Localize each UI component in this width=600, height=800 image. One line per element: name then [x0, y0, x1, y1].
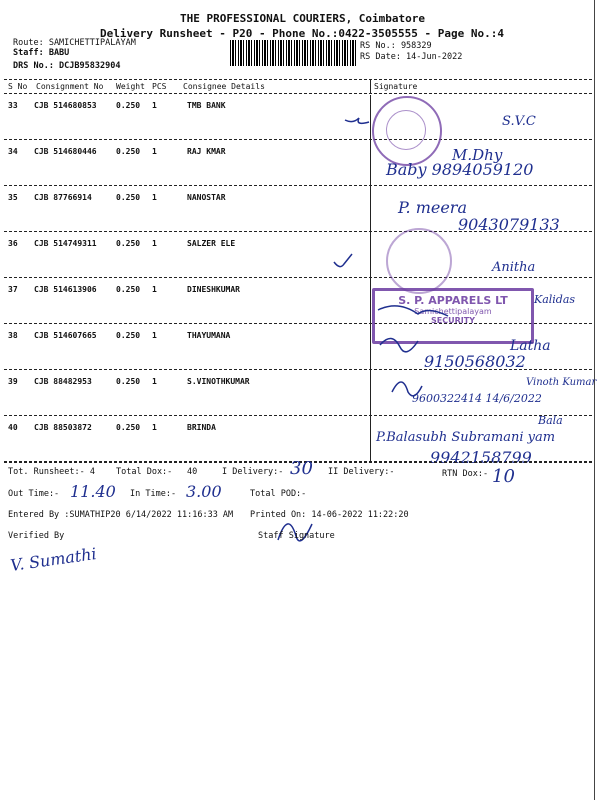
- row-sno: 34: [8, 147, 18, 156]
- verifier-signature: V. Sumathi: [9, 544, 98, 575]
- row-consignee: THAYUMANA: [187, 331, 231, 340]
- runsheet-subtitle: Delivery Runsheet - P20 - Phone No.:0422-3505555 - Page No.:4: [100, 27, 504, 40]
- handwritten-r38b: 9150568032: [424, 352, 526, 371]
- staff-label: Staff: BABU: [13, 48, 70, 58]
- ii-delivery-label: II Delivery:-: [328, 467, 395, 477]
- col-weight: Weight: [116, 82, 145, 91]
- stamp-line-1: S. P. APPARELS LT: [398, 294, 508, 307]
- row-pcs: 1: [152, 423, 157, 432]
- stamp-line-3: SECURITY: [431, 316, 475, 325]
- handwritten-r40c: 9942158799: [430, 448, 532, 467]
- col-sno: S No: [8, 82, 28, 91]
- handwritten-r36: Anitha: [492, 260, 536, 275]
- row-consignee: S.VINOTHKUMAR: [187, 377, 250, 386]
- row-consignment: CJB 514613906: [34, 285, 97, 294]
- row-consignee: NANOSTAR: [187, 193, 226, 202]
- total-pod-label: Total POD:-: [250, 489, 307, 499]
- i-delivery-value: 30: [290, 458, 313, 479]
- total-dox-value: 40: [187, 467, 198, 477]
- row-pcs: 1: [152, 101, 157, 110]
- row-consignment: CJB 514607665: [34, 331, 97, 340]
- row-consignment: CJB 87766914: [34, 193, 92, 202]
- row-consignment: CJB 88482953: [34, 377, 92, 386]
- row-sno: 37: [8, 285, 18, 294]
- row-weight: 0.250: [116, 147, 141, 156]
- row-sno: 33: [8, 101, 18, 110]
- i-delivery-label: I Delivery:-: [222, 467, 284, 477]
- drs-number: DRS No.: DCJB95832904: [13, 61, 121, 71]
- row-consignment: CJB 514680853: [34, 101, 97, 110]
- row-sno: 35: [8, 193, 18, 202]
- row-weight: 0.250: [116, 377, 141, 386]
- row-sno: 40: [8, 423, 18, 432]
- rs-number: RS No.: 958329: [360, 41, 432, 51]
- out-time-value: 11.40: [70, 482, 116, 501]
- company-title: THE PROFESSIONAL COURIERS, Coimbatore: [180, 12, 426, 25]
- row-consignment: CJB 514680446: [34, 147, 97, 156]
- row-consignment: CJB 514749311: [34, 239, 97, 248]
- rs-date: RS Date: 14-Jun-2022: [360, 52, 463, 62]
- total-dox-label: Total Dox:-: [116, 467, 173, 477]
- col-consignment: Consignment No: [36, 82, 104, 91]
- handwritten-r39b: 9600322414 14/6/2022: [412, 392, 542, 405]
- staff-signature-label: Staff Signature: [258, 531, 335, 541]
- row-weight: 0.250: [116, 331, 141, 340]
- handwritten-r34b: Baby 9894059120: [386, 160, 534, 179]
- in-time-label: In Time:-: [130, 489, 177, 499]
- row-pcs: 1: [152, 193, 157, 202]
- col-signature: Signature: [374, 82, 418, 91]
- row-weight: 0.250: [116, 285, 141, 294]
- handwritten-r33: S.V.C: [502, 114, 536, 129]
- row-sno: 36: [8, 239, 18, 248]
- row-pcs: 1: [152, 285, 157, 294]
- tot-runsheet: Tot. Runsheet:- 4: [8, 467, 95, 477]
- row-consignee: DINESHKUMAR: [187, 285, 240, 294]
- col-pcs: PCS: [152, 82, 167, 91]
- rtn-dox-label: RTN Dox:-: [442, 469, 489, 479]
- row-pcs: 1: [152, 147, 157, 156]
- in-time-value: 3.00: [186, 482, 222, 501]
- handwritten-r40b: P.Balasubh Subramani yam: [376, 430, 556, 445]
- row-pcs: 1: [152, 239, 157, 248]
- row-consignee: TMB BANK: [187, 101, 226, 110]
- row-sno: 39: [8, 377, 18, 386]
- row-consignee: RAJ KMAR: [187, 147, 226, 156]
- stamp-line-2: Samichettipalayam: [414, 307, 492, 316]
- row-weight: 0.250: [116, 239, 141, 248]
- handwritten-r40a: Bala: [538, 414, 563, 427]
- row-pcs: 1: [152, 377, 157, 386]
- handwritten-r39a: Vinoth Kumar: [526, 377, 597, 388]
- route-label: Route: SAMICHETTIPALAYAM: [13, 38, 136, 48]
- row-consignment: CJB 88503872: [34, 423, 92, 432]
- row-weight: 0.250: [116, 101, 141, 110]
- entered-by: Entered By :SUMATHIP20 6/14/2022 11:16:33 AM: [8, 510, 234, 520]
- row-weight: 0.250: [116, 423, 141, 432]
- handwritten-r34a: M.Dhy: [452, 146, 503, 164]
- rtn-dox-value: 10: [492, 466, 515, 487]
- row-consignee: BRINDA: [187, 423, 216, 432]
- out-time-label: Out Time:-: [8, 489, 60, 499]
- handwritten-r37: Kalidas: [534, 293, 576, 306]
- row-weight: 0.250: [116, 193, 141, 202]
- row-pcs: 1: [152, 331, 157, 340]
- row-sno: 38: [8, 331, 18, 340]
- handwritten-r35b: 9043079133: [458, 215, 560, 234]
- printed-on: Printed On: 14-06-2022 11:22:20: [250, 510, 409, 520]
- verified-by-label: Verified By: [8, 531, 65, 541]
- col-consignee: Consignee Details: [183, 82, 265, 91]
- handwritten-r35a: P. meera: [398, 198, 467, 217]
- row-consignee: SALZER ELE: [187, 239, 236, 248]
- handwritten-r38a: Latha: [510, 338, 551, 354]
